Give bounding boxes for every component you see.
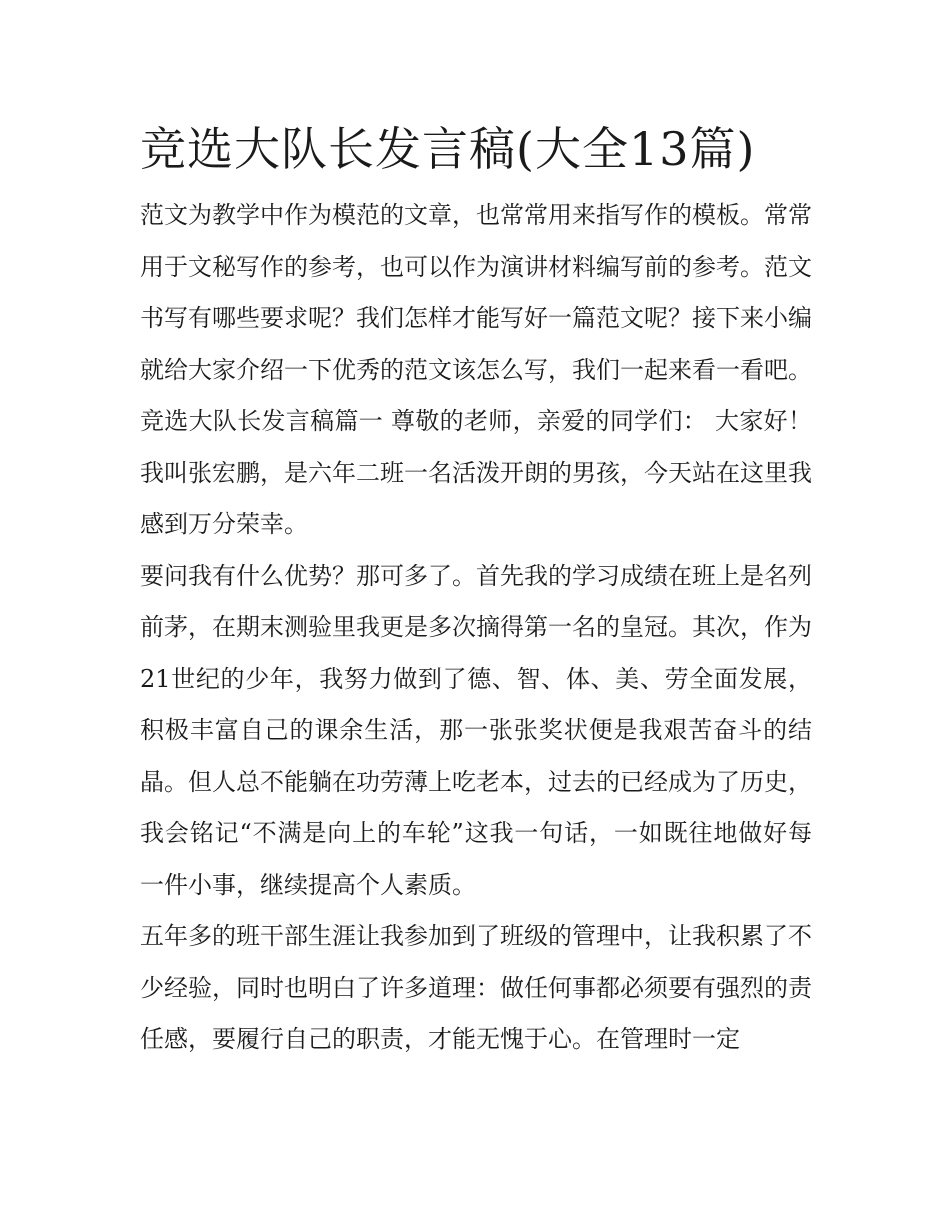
paragraph-greeting: 竞选大队长发言稿篇一 尊敬的老师，亲爱的同学们： 大家好！ 我叫张宏鹏，是六年二班一名活泼开朗的男孩，今天站在这里我感到万分荣幸。 bbox=[140, 407, 812, 538]
document-body bbox=[140, 118, 812, 1066]
document-title: 竞选大队长发言稿(大全13篇) bbox=[140, 122, 756, 176]
paragraph-intro: 范文为教学中作为模范的文章，也常常用来指写作的模板。常常用于文秘写作的参考，也可以作为演讲材料编写前的参考。范文书写有哪些要求呢？我们怎样才能写好一篇范文呢？接下来小编就给大家介绍一下优秀的范文该怎么写，我们一起来看一看吧。 bbox=[140, 201, 812, 384]
paragraph-experience: 五年多的班干部生涯让我参加到了班级的管理中，让我积累了不少经验，同时也明白了许多道理：做任何事都必须要有强烈的责任感，要履行自己的职责，才能无愧于心。在管理时一定 bbox=[140, 922, 812, 1053]
paragraph-advantages: 要问我有什么优势？那可多了。首先我的学习成绩在班上是名列前茅，在期末测验里我更是多次摘得第一名的皇冠。其次，作为21世纪的少年，我努力做到了德、智、体、美、劳全面发展，积极丰富自己的课余生活，那一张张奖状便是我艰苦奋斗的结晶。但人总不能躺在功劳薄上吃老本，过去的已经成为了历史，我会铭记“不满是向上的车轮”这我一句话，一如既往地做好每一件小事，继续提高个人素质。 bbox=[140, 561, 812, 899]
